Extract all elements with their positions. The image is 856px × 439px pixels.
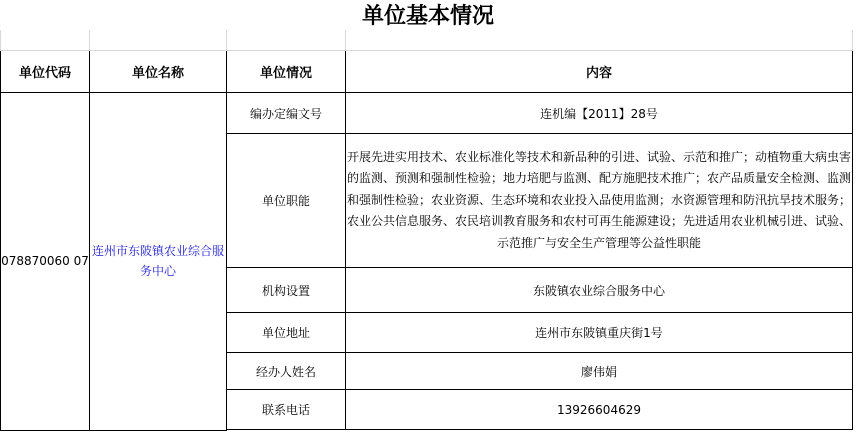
header-name: 单位名称 bbox=[90, 51, 227, 93]
row-value: 廖伟娟 bbox=[346, 353, 853, 390]
row-label: 编办定编文号 bbox=[227, 93, 346, 134]
header-content: 内容 bbox=[346, 51, 853, 93]
spacer-row bbox=[1, 30, 853, 51]
header-situation: 单位情况 bbox=[227, 51, 346, 93]
row-value: 连州市东陂镇重庆街1号 bbox=[346, 313, 853, 353]
page-title: 单位基本情况 bbox=[361, 4, 494, 29]
row-label: 联系电话 bbox=[227, 390, 346, 430]
unit-code: 078870060 07 bbox=[1, 93, 90, 431]
row-label: 单位地址 bbox=[227, 313, 346, 353]
header-code: 单位代码 bbox=[1, 51, 90, 93]
row-value: 13926604629 bbox=[346, 390, 853, 430]
header-row bbox=[1, 51, 853, 93]
row-label: 经办人姓名 bbox=[227, 353, 346, 390]
table-row bbox=[1, 93, 853, 134]
row-label: 单位职能 bbox=[227, 134, 346, 268]
row-value: 东陂镇农业综合服务中心 bbox=[346, 268, 853, 313]
row-value: 连机编【2011】28号 bbox=[346, 93, 853, 134]
info-table bbox=[0, 30, 853, 431]
row-label: 机构设置 bbox=[227, 268, 346, 313]
row-value-duties: 开展先进实用技术、农业标准化等技术和新品种的引进、试验、示范和推广；动植物重大病虫害的监测、预测和强制性检验；地力培肥与监测、配方施肥技术推广；农产品质量安全检测、监测和强制性检验；农业资源、生态环境和农业投入品使用监测；水资源管理和防汛抗旱技术服务；农业公共信息服务、农民培训教育服务和农村可再生能源建设；先进适用农业机械引进、试验、示范推广与安全生产管理等公益性职能 bbox=[346, 134, 853, 268]
unit-name: 连州市东陂镇农业综合服务中心 bbox=[90, 93, 227, 431]
